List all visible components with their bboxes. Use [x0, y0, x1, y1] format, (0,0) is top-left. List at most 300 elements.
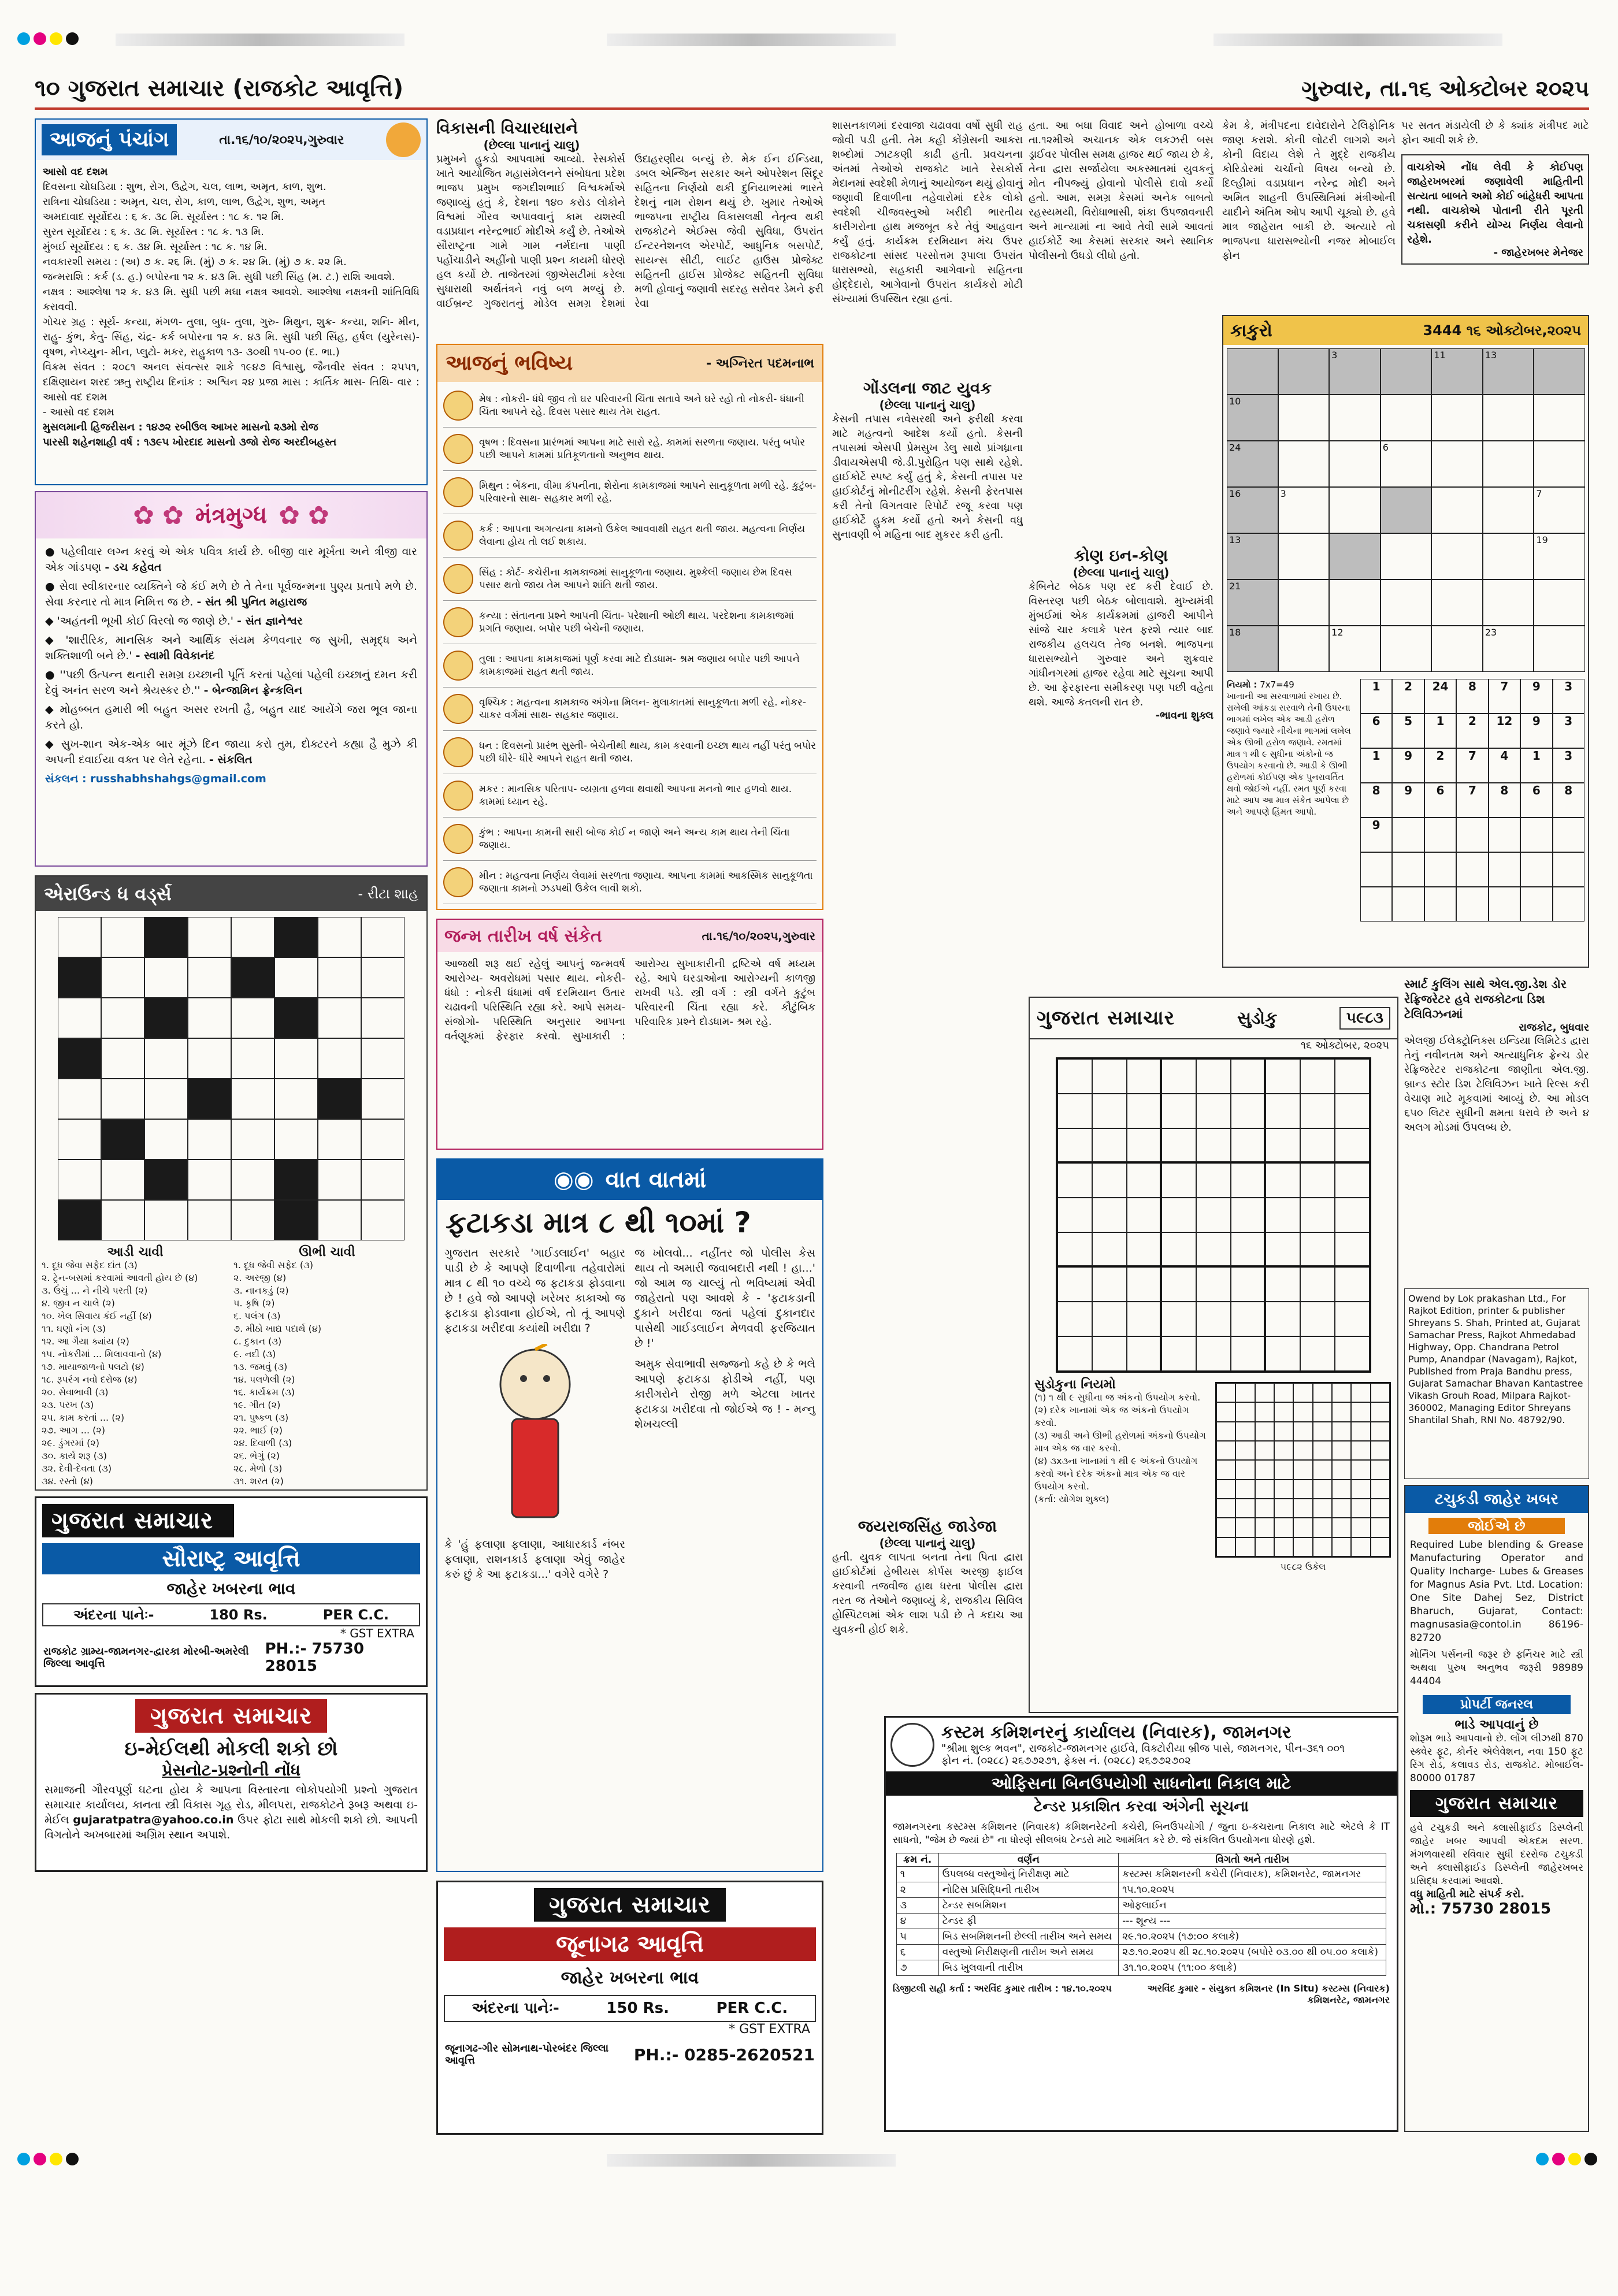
mart-body: મોર્નિંગ પર્સનની જરૂર છે ફર્નિચર માટે સ્ત્રી અથવા પુરુષ અનુભવ જરૂરી 98989 44404 — [1410, 1649, 1583, 1687]
unit: PER C.C. — [716, 2000, 788, 2017]
panchang-line: સુરત સૂર્યોદય : ૬ ક. ૩૮ મિ. સૂર્યાસ્ત : ૧૮ ક. ૧૩ મિ. — [43, 226, 264, 238]
yellow-dot — [50, 2153, 62, 2165]
crossword-cell[interactable] — [274, 1119, 318, 1160]
sudoku-cell[interactable] — [1057, 1302, 1092, 1336]
kakuro-answer-cell — [1392, 818, 1424, 852]
gondal-title: ગોંડલના જાટ યુવક — [863, 378, 992, 397]
email-ad-subtitle: પ્રેસનોટ-પ્રશ્નોની નોંધ — [162, 1760, 300, 1779]
kon-in-kon-article — [1029, 546, 1214, 991]
crossword-cell[interactable] — [188, 1038, 231, 1079]
kakuro-cell[interactable] — [1431, 626, 1483, 672]
panchang-line: જન્મરાશિ : કર્ક (ડ. હ.) બપોરના ૧૨ ક. ૪૩ મિ. સુધી પછી સિંહ (મ. ટ.) રાશિ આવશે. — [43, 271, 395, 283]
sudoku-cell[interactable] — [1335, 1267, 1370, 1302]
crossword-cell[interactable] — [58, 998, 101, 1038]
kakuro-answer-cell: 9 — [1520, 714, 1552, 748]
sudoku-cell[interactable] — [1196, 1128, 1231, 1163]
crossword-block — [231, 957, 274, 998]
zodiac-row — [443, 774, 817, 818]
sign-right: અરવિંદ કુમાર - સંયુક્ત કમિશનર (In Situ) કસ્ટમ્સ (નિવારક) કમિશનરેટ, જામનગર — [1147, 1983, 1390, 2005]
clue-across: ૧૦. ખેલ સિવાય કંઈ નહીં (૪) — [42, 1310, 152, 1321]
saurashtra-edition-ad — [35, 1496, 428, 1687]
sudoku-cell[interactable] — [1092, 1128, 1127, 1163]
sudoku-cell[interactable] — [1335, 1094, 1370, 1128]
kakuro-cell[interactable] — [1278, 579, 1330, 626]
disclaimer-author: - જાહેરખબર મેનેજર — [1493, 247, 1583, 259]
sudoku-rule: (૧) ૧ થી ૯ સુધીના જ અંકનો ઉપયોગ કરવો. — [1034, 1392, 1201, 1403]
sudoku-answer-cell — [1293, 1383, 1312, 1402]
price: 180 Rs. — [209, 1607, 268, 1623]
sudoku-cell[interactable] — [1127, 1267, 1161, 1302]
sudoku-cell[interactable] — [1300, 1336, 1335, 1371]
kakuro-cell[interactable] — [1483, 487, 1534, 533]
crossword-cell[interactable] — [101, 1079, 144, 1119]
sudoku-cell[interactable] — [1266, 1163, 1300, 1198]
yellow-dot — [50, 32, 62, 45]
rate-row — [42, 1603, 420, 1626]
zodiac-row — [443, 818, 817, 861]
kakuro-cell[interactable] — [1534, 579, 1585, 626]
kakuro-cell[interactable] — [1483, 533, 1534, 579]
sudoku-cell[interactable] — [1231, 1302, 1266, 1336]
sudoku-answer-cell — [1332, 1518, 1351, 1537]
kakuro-cell[interactable] — [1431, 487, 1483, 533]
crossword-cell[interactable] — [101, 1038, 144, 1079]
panchang-line: નવકારશી સમય : (અ) ૭ ક. ૨૬ મિ. (મું) ૭ ક. ૨૪ મિ. (મું) ૭ ક. ૨૨ મિ. — [43, 256, 347, 268]
crossword-cell[interactable] — [361, 1079, 404, 1119]
crossword-author: - રીટા શાહ — [358, 886, 418, 902]
sudoku-cell[interactable] — [1161, 1232, 1196, 1267]
kakuro-cell[interactable] — [1534, 395, 1585, 441]
kakuro-clue: 19 — [1536, 534, 1548, 545]
table-cell-detail: ૧૫.૧૦.૨૦૨૫ — [1119, 1882, 1386, 1898]
sudoku-cell[interactable] — [1196, 1302, 1231, 1336]
sudoku-cell[interactable] — [1057, 1232, 1092, 1267]
kakuro-cell[interactable] — [1534, 487, 1585, 533]
sudoku-cell[interactable] — [1161, 1163, 1196, 1198]
kakuro-clue-cell — [1329, 533, 1381, 579]
kakuro-answer-cell — [1553, 818, 1584, 852]
gst-note: * GST EXTRA — [340, 1626, 414, 1640]
sudoku-answer-cell — [1313, 1518, 1332, 1537]
bhavishya-box — [436, 344, 823, 910]
crossword-cell[interactable] — [144, 1200, 188, 1240]
kakuro-cell[interactable] — [1278, 487, 1330, 533]
sudoku-cell[interactable] — [1127, 1094, 1161, 1128]
crossword-cell[interactable] — [188, 998, 231, 1038]
kakuro-clue-cell — [1227, 395, 1278, 441]
sudoku-cell[interactable] — [1161, 1094, 1196, 1128]
kakuro-clue-cell — [1227, 579, 1278, 626]
kakuro-cell[interactable] — [1381, 395, 1432, 441]
ad-disclaimer — [1401, 154, 1589, 265]
gray-ramp — [607, 34, 896, 46]
sudoku-cell[interactable] — [1266, 1198, 1300, 1232]
sudoku-answer-cell — [1216, 1422, 1235, 1441]
clue-down: ૩. નાનકડું (૨) — [233, 1285, 289, 1296]
sudoku-cell[interactable] — [1161, 1267, 1196, 1302]
sudoku-cell[interactable] — [1127, 1059, 1161, 1094]
kakuro-rules — [1223, 675, 1357, 925]
sudoku-answer-cell — [1274, 1383, 1293, 1402]
clue-across: ૧૨. આ ગૈયા ક્યાંય (૨) — [42, 1336, 129, 1347]
sudoku-cell[interactable] — [1300, 1163, 1335, 1198]
sudoku-cell[interactable] — [1196, 1094, 1231, 1128]
sudoku-cell[interactable] — [1300, 1094, 1335, 1128]
sudoku-cell[interactable] — [1196, 1163, 1231, 1198]
crossword-cell[interactable] — [188, 957, 231, 998]
crossword-cell[interactable] — [101, 957, 144, 998]
kakuro-answer-cell: 9 — [1360, 818, 1392, 852]
sudoku-cell[interactable] — [1057, 1198, 1092, 1232]
vaat-col2: જ ખોલવો... નહીંતર જો પોલીસ કેસ થાય તો અમારી જવાબદારી નથી ! હા...' જો આમ જ ચાલ્યું તો ભવિષ્યમાં એવી જાહેરાતો પણ આવશે કે - 'ફટાકડાની દુકાને ખરીદવા જતાં પહેલાં દુકાનદાર પાસેથી ગાઈડલાઈન મેળવવી ફરજિયાત છે !' — [634, 1247, 815, 1350]
crossword-cell[interactable] — [101, 1160, 144, 1200]
crossword-cell[interactable] — [144, 1119, 188, 1160]
sudoku-cell[interactable] — [1196, 1267, 1231, 1302]
sudoku-cell[interactable] — [1161, 1302, 1196, 1336]
quote-author: - સંકલિત — [209, 753, 253, 766]
kakuro-answer-cell — [1489, 852, 1520, 887]
sudoku-answer-cell — [1293, 1402, 1312, 1421]
crossword-cell[interactable] — [144, 1079, 188, 1119]
sudoku-cell[interactable] — [1161, 1059, 1196, 1094]
tender-table — [896, 1853, 1387, 1976]
crossword-cell[interactable] — [318, 1119, 361, 1160]
down-label: ઊભી ચાવી — [299, 1245, 355, 1260]
crossword-cell[interactable] — [231, 998, 274, 1038]
kakuro-answer-cell — [1456, 818, 1488, 852]
rent-body: શોરૂમ ભાડે આપવાનો છે. લોંગ લીઝથી 870 સ્ક્વેર ફૂટ, કોર્નર એલેવેશન, નવા 150 ફૂટ રિંગ રોડ, કલાવડ રોડ, રાજકોટ. મોબાઈલ- 80000 01787 — [1410, 1733, 1583, 1784]
crossword-cell[interactable] — [361, 1119, 404, 1160]
clue-down: ૩૧. શરત (૨) — [233, 1476, 284, 1487]
sudoku-cell[interactable] — [1092, 1163, 1127, 1198]
crossword-cell[interactable] — [318, 917, 361, 957]
emblem-icon — [890, 1723, 934, 1767]
newspaper-logo: ગુજરાત સમાચાર — [42, 1504, 234, 1537]
sudoku-cell[interactable] — [1057, 1267, 1092, 1302]
gst-note: * GST EXTRA — [729, 2022, 810, 2037]
sudoku-answer-cell — [1255, 1518, 1274, 1537]
magenta-dot — [34, 32, 46, 45]
sudoku-cell[interactable] — [1127, 1198, 1161, 1232]
crossword-cell[interactable] — [188, 1119, 231, 1160]
zodiac-icon — [443, 824, 473, 854]
clue-down: ૨૪. દિવાળી (૩) — [233, 1437, 292, 1448]
edition-name: જૂનાગઢ આવૃત્તિ — [444, 1927, 816, 1961]
coverage: જૂનાગઢ-ગીર સોમનાથ-પોરબંદર જિલ્લા આવૃત્તિ — [445, 2042, 609, 2067]
kakuro-cell[interactable] — [1381, 579, 1432, 626]
crossword-cell[interactable] — [231, 1119, 274, 1160]
sudoku-cell[interactable] — [1335, 1232, 1370, 1267]
quote: ◆ 'શારીરિક, માનસિક અને આર્થિક સંયમ કેળવનાર જ સુખી, સમૃદ્ધ અને શક્તિશાળી બને છે.' - સ્વામી વિવેકાનંદ — [45, 634, 418, 662]
sudoku-cell[interactable] — [1300, 1128, 1335, 1163]
kakuro-cell[interactable] — [1431, 441, 1483, 487]
table-cell-detail: કસ્ટમ્સ કમિશનરની કચેરી (નિવારક), કમિશનરેટ, જામનગર — [1119, 1867, 1386, 1882]
crossword-cell[interactable] — [101, 917, 144, 957]
crossword-cell[interactable] — [318, 1038, 361, 1079]
kakuro-cell[interactable] — [1534, 441, 1585, 487]
sudoku-cell[interactable] — [1231, 1267, 1266, 1302]
zodiac-text: વૃષભ : દિવસના પ્રારંભમાં આપના માટે સારો રહે. કામમાં સરળતા જણાય. પરંતુ બપોર પછી આપને કામમાં પ્રતિકૂળતાનો અનુભવ થાય. — [479, 437, 806, 461]
kakuro-answer-cell: 6 — [1424, 783, 1456, 818]
sudoku-answer-cell — [1293, 1518, 1312, 1537]
sudoku-cell[interactable] — [1092, 1302, 1127, 1336]
crossword-cell[interactable] — [58, 1160, 101, 1200]
vaat-col3: કે 'હું ફલાણા ફલાણા, આધારકાર્ડ નંબર ફલાણા, રાશનકાર્ડ ફલાણા એવું જાહેર કરું છું કે આ ફટાકડા...' વગેરે વગેરે ? — [444, 1538, 625, 1581]
kakuro-cell[interactable] — [1278, 395, 1330, 441]
kakuro-answer-cell — [1392, 887, 1424, 922]
kakuro-answer-cell — [1456, 852, 1488, 887]
sudoku-cell[interactable] — [1161, 1336, 1196, 1371]
email-press-note-ad — [35, 1693, 428, 1872]
email-address[interactable]: gujaratpatra@yahoo.co.in — [73, 1814, 234, 1826]
table-cell-no: ૪ — [896, 1914, 938, 1929]
sudoku-cell[interactable] — [1335, 1163, 1370, 1198]
kakuro-clue: 3 — [1280, 488, 1286, 499]
clue-across: ૩૦. કાર્ય શરૂ (૩) — [42, 1450, 107, 1461]
top-right-text: પર સતત મંડાયેલી છે કે ક્યાંક મંત્રીપદ માટે ફોન આવી શકે છે. — [1401, 120, 1589, 146]
sudoku-cell[interactable] — [1127, 1336, 1161, 1371]
sudoku-answer-cell — [1332, 1383, 1351, 1402]
sudoku-cell[interactable] — [1300, 1059, 1335, 1094]
sudoku-answer-cell — [1255, 1402, 1274, 1421]
zodiac-text: ધન : દિવસનો પ્રારંભ સુસ્તી- બેચેનીથી થાય, કામ કરવાની ઇચ્છા થાય નહીં પરંતુ બપોર પછી ધીરે- ધીરે આપને રાહત થતી જાય. — [479, 740, 816, 764]
panchang-date: તા.૧૬/૧૦/૨૦૨૫,ગુરુવાર — [219, 132, 344, 147]
sudoku-answer-cell — [1332, 1480, 1351, 1499]
sudoku-cell[interactable] — [1057, 1059, 1092, 1094]
sudoku-cell[interactable] — [1196, 1232, 1231, 1267]
sudoku-answer-cell — [1371, 1518, 1390, 1537]
sudoku-answer-cell — [1235, 1460, 1255, 1479]
crossword-cell[interactable] — [361, 1038, 404, 1079]
kesini-col-c: હતા. આ બધા વિવાદ અને હોબાળા વચ્ચે તા.૧૨મીએ અચાનક એક લકઝરી બસ ડ્રાઈવર પોલીસ સમક્ષ હાજર થઈ જાય છે કે, તેના દ્વારા સર્જાયેલા અકસ્માતમાં યુવકનું મોત નીપજ્યું હોવાનો પોલીસે દાવો કર્યો હતો. આમ, સમગ્ર કેસમાં અનેક બાબતો રહસ્યમયી, વિરોધાભાસી, શંકા ઉપજાવનારી અને માન્યામાં ના આવે તેવી સામે આવતાં હાઈકોર્ટે આ કેસમાં સરકાર અને સ્થાનિક પોલીસનો ઉધડો લીધો હતો. — [1029, 120, 1214, 262]
kakuro-cell[interactable] — [1483, 441, 1534, 487]
kakuro-rules-text: ખાનાની આ સરવાળામાં રખાય છે. રાખેલી આંકડા સરવાળે તેની ઉપરના ભાગમાં લખેલ એક આડી હરોળ જણાવે જ્યારે નીચેના ભાગમાં લખેલ એક ઊભી હરોળ જણાવે. રમતમાં માત્ર ૧ થી ૯ સુધીના અંકોનો જ ઉપયોગ કરવાનો છે. આડી કે ઊભી હરોળમાં કોઈપણ એક પુનરાવર્તિત થવો જોઈએ નહીં. રમત પૂર્ણ કરવા માટે આપ આ માત્ર સંકેત આપેલા છે અને આપણે હિંમત આપો. — [1227, 691, 1351, 817]
table-cell-no: ૨ — [896, 1882, 938, 1898]
kakuro-answer-cell — [1456, 887, 1488, 922]
sudoku-cell[interactable] — [1231, 1059, 1266, 1094]
kakuro-clue: 13 — [1485, 350, 1497, 361]
kakuro-cell[interactable] — [1381, 441, 1432, 487]
crossword-cell[interactable] — [101, 1200, 144, 1240]
crossword-cell[interactable] — [361, 998, 404, 1038]
panchang-line: નક્ષત્ર : આશ્લેષા ૧૨ ક. ૪૩ મિ. સુધી પછી મઘા નક્ષત્ર આવશે. આશ્લેષા નક્ષત્રની શાંતિવિધિ કરાવવી. — [43, 286, 420, 313]
kakuro-answer-grid — [1360, 679, 1584, 922]
kakuro-cell[interactable] — [1329, 441, 1381, 487]
sudoku-cell[interactable] — [1127, 1302, 1161, 1336]
table-cell-detail: ૨૯.૧૦.૨૦૨૫ (૧૭:૦૦ કલાકે) — [1119, 1929, 1386, 1945]
firecracker-illustration — [472, 1344, 599, 1529]
sudoku-answer-cell — [1235, 1537, 1255, 1556]
kakuro-answer-cell: 1 — [1360, 679, 1392, 714]
sudoku-cell[interactable] — [1335, 1059, 1370, 1094]
sudoku-rule: (૩) આડી અને ઊભી હરોળમાં અંકનો ઉપયોગ માત્ર એક જ વાર કરવો. — [1034, 1430, 1206, 1454]
kakuro-cell[interactable] — [1431, 533, 1483, 579]
crossword-cell[interactable] — [231, 917, 274, 957]
zodiac-icon — [443, 651, 473, 681]
sudoku-answer-cell — [1371, 1402, 1390, 1421]
sudoku-answer-cell — [1274, 1460, 1293, 1479]
sudoku-cell[interactable] — [1127, 1128, 1161, 1163]
crossword-block — [101, 1119, 144, 1160]
crossword-cell[interactable] — [58, 1079, 101, 1119]
crossword-cell[interactable] — [231, 1079, 274, 1119]
crossword-cell[interactable] — [188, 917, 231, 957]
sudoku-answer-cell — [1351, 1499, 1370, 1518]
crossword-cell[interactable] — [274, 1038, 318, 1079]
sudoku-answer-cell — [1216, 1441, 1235, 1460]
sudoku-cell[interactable] — [1092, 1267, 1127, 1302]
kakuro-cell[interactable] — [1278, 626, 1330, 672]
sudoku-cell[interactable] — [1092, 1059, 1127, 1094]
sudoku-cell[interactable] — [1231, 1198, 1266, 1232]
crossword-cell[interactable] — [361, 1200, 404, 1240]
zodiac-text: મિથુન : બેંકના, વીમા કંપનીના, શેરોના કામકાજમાં આપને સાનુકૂળતા મળી રહે. કુટુંબ- પરિવારનો સાથ- સહકાર મળી રહે. — [479, 480, 817, 504]
gray-ramp — [116, 34, 404, 46]
sudoku-cell[interactable] — [1266, 1302, 1300, 1336]
crossword-block — [274, 998, 318, 1038]
kakuro-cell[interactable] — [1483, 395, 1534, 441]
sudoku-cell[interactable] — [1266, 1336, 1300, 1371]
kakuro-cell[interactable] — [1329, 579, 1381, 626]
kakuro-cell[interactable] — [1329, 395, 1381, 441]
sudoku-cell[interactable] — [1231, 1163, 1266, 1198]
kakuro-cell[interactable] — [1483, 579, 1534, 626]
sudoku-cell[interactable] — [1196, 1059, 1231, 1094]
want-title: જોઈએ છે — [1428, 1518, 1565, 1534]
crossword-cell[interactable] — [101, 998, 144, 1038]
crossword-cell[interactable] — [318, 998, 361, 1038]
sudoku-cell[interactable] — [1231, 1232, 1266, 1267]
clue-across: ૧૫. નોકરીમાં ... મિલાવવાનો (૪) — [42, 1348, 162, 1359]
sudoku-cell[interactable] — [1057, 1094, 1092, 1128]
table-cell-detail: --- શૂન્ય --- — [1119, 1914, 1386, 1929]
sudoku-cell[interactable] — [1300, 1267, 1335, 1302]
sudoku-cell[interactable] — [1300, 1232, 1335, 1267]
crossword-cell[interactable] — [58, 917, 101, 957]
zodiac-text: તુલા : આપના કામકાજમાં પૂર્ણ કરવા માટે દોડધામ- શ્રમ જણાય બપોર પછી આપને કામકાજમાં રાહત થતી જાય. — [479, 653, 800, 678]
crossword-cell[interactable] — [318, 1200, 361, 1240]
crossword-cell[interactable] — [231, 1160, 274, 1200]
kakuro-cell[interactable] — [1534, 533, 1585, 579]
sudoku-cell[interactable] — [1335, 1198, 1370, 1232]
sudoku-cell[interactable] — [1092, 1232, 1127, 1267]
sudoku-cell[interactable] — [1161, 1198, 1196, 1232]
sudoku-answer-cell — [1255, 1441, 1274, 1460]
crossword-cell[interactable] — [361, 917, 404, 957]
sudoku-cell[interactable] — [1196, 1198, 1231, 1232]
sudoku-cell[interactable] — [1335, 1128, 1370, 1163]
sudoku-cell[interactable] — [1057, 1128, 1092, 1163]
classified-title: ટચુકડી જાહેર ખબર — [1405, 1486, 1588, 1513]
sudoku-cell[interactable] — [1127, 1163, 1161, 1198]
panchang-line: આસો વદ દશમ — [43, 166, 108, 178]
table-cell-desc: ઉપલબ્ધ વસ્તુઓનું નિરીક્ષણ માટે — [938, 1867, 1118, 1882]
crossword-cell[interactable] — [274, 1079, 318, 1119]
crossword-cell[interactable] — [361, 957, 404, 998]
coverage: રાજકોટ ગ્રામ્ય-જામનગર-દ્વારકા મોરબી-અમરેલી જિલ્લા આવૃત્તિ — [43, 1645, 249, 1670]
kakuro-answer-cell — [1520, 852, 1552, 887]
sudoku-answer-cell — [1371, 1460, 1390, 1479]
crossword-cell[interactable] — [231, 1038, 274, 1079]
zodiac-text: કુંભ : આપના કામની સારી બોજ કોઈ ન જાણે અને અન્ય કામ થાય તેની ચિંતા જણાય. — [479, 827, 790, 851]
crossword-cell[interactable] — [274, 957, 318, 998]
zodiac-icon — [443, 737, 473, 767]
sudoku-cell[interactable] — [1300, 1302, 1335, 1336]
kakuro-cell[interactable] — [1329, 487, 1381, 533]
kakuro-cell[interactable] — [1431, 579, 1483, 626]
sudoku-cell[interactable] — [1266, 1094, 1300, 1128]
kakuro-cell[interactable] — [1278, 441, 1330, 487]
sudoku-cell[interactable] — [1092, 1094, 1127, 1128]
sudoku-cell[interactable] — [1266, 1232, 1300, 1267]
crossword-cell[interactable] — [188, 1200, 231, 1240]
clue-across: ૩૨. દેવી-દેવતા (૩) — [42, 1463, 112, 1474]
crossword-cell[interactable] — [231, 1200, 274, 1240]
kakuro-cell[interactable] — [1329, 626, 1381, 672]
kakuro-cell[interactable] — [1381, 626, 1432, 672]
kakuro-clue: 16 — [1229, 488, 1241, 499]
zodiac-text: કન્યા : સંતાનના પ્રશ્ને આપની ચિંતા- પરેશાની ઓછી થાય. પરદેશના કામકાજમાં પ્રગતિ જણાય. બપોર પછી બેચેની જણાય. — [479, 610, 794, 634]
crossword-cell[interactable] — [318, 1160, 361, 1200]
rent-title: ભાડે આપવાનું છે — [1454, 1718, 1539, 1732]
sudoku-cell[interactable] — [1057, 1336, 1092, 1371]
sudoku-cell[interactable] — [1266, 1128, 1300, 1163]
kakuro-cell[interactable] — [1278, 533, 1330, 579]
crossword-cell[interactable] — [58, 1119, 101, 1160]
crossword-cell[interactable] — [144, 1038, 188, 1079]
mantra-email: સંકલન : russhabhshahgs@gmail.com — [45, 772, 266, 785]
sudoku-cell[interactable] — [1300, 1198, 1335, 1232]
sudoku-cell[interactable] — [1266, 1267, 1300, 1302]
sudoku-cell[interactable] — [1196, 1336, 1231, 1371]
kakuro-answer-cell — [1392, 852, 1424, 887]
sudoku-cell[interactable] — [1231, 1094, 1266, 1128]
sudoku-cell[interactable] — [1092, 1198, 1127, 1232]
quote-text: સુખ-શાન એક-એક બાર મૂંઝે દિન જાયા કરો તુમ, દોક્ટરને કહ્યા હૈ મુઝે કી અપની દવાઈયા વક્ત પર લેતે રહેના. — [45, 738, 417, 766]
sudoku-cell[interactable] — [1335, 1302, 1370, 1336]
clue-across: ૨૭. આગ ... (૨) — [42, 1425, 106, 1436]
sudoku-cell[interactable] — [1092, 1336, 1127, 1371]
smart-title: સ્માર્ટ કુલિંગ સાથે એલ.જી.ડેશ ડોર રેફ્રિજરેટર હવે રાજકોટના ડિશ ટેલિવિઝનમાં — [1404, 977, 1567, 1021]
crossword-cell[interactable] — [144, 957, 188, 998]
sudoku-cell[interactable] — [1161, 1128, 1196, 1163]
kakuro-cell[interactable] — [1483, 626, 1534, 672]
crossword-cell[interactable] — [318, 957, 361, 998]
sudoku-cell[interactable] — [1231, 1128, 1266, 1163]
sudoku-cell[interactable] — [1335, 1336, 1370, 1371]
sudoku-answer-cell — [1216, 1383, 1235, 1402]
kakuro-answer-cell: 9 — [1392, 783, 1424, 818]
kakuro-answer-cell: 3 — [1553, 679, 1584, 714]
crossword-cell[interactable] — [361, 1160, 404, 1200]
crossword-block — [144, 917, 188, 957]
sudoku-cell[interactable] — [1057, 1163, 1092, 1198]
sudoku-cell[interactable] — [1127, 1232, 1161, 1267]
sudoku-cell[interactable] — [1231, 1336, 1266, 1371]
sudoku-answer-cell — [1313, 1480, 1332, 1499]
kakuro-answer-cell: 9 — [1520, 679, 1552, 714]
crossword-cell[interactable] — [188, 1160, 231, 1200]
sudoku-answer-cell — [1371, 1383, 1390, 1402]
clue-across: ૧૧. ઘણો નંગ (૩) — [42, 1323, 106, 1334]
kakuro-cell[interactable] — [1381, 533, 1432, 579]
kon-title: કોણ ઇન-કોણ — [1074, 546, 1168, 565]
kakuro-cell[interactable] — [1431, 395, 1483, 441]
sudoku-cell[interactable] — [1266, 1059, 1300, 1094]
crossword-block — [144, 1160, 188, 1200]
kakuro-cell[interactable] — [1534, 626, 1585, 672]
zodiac-icon — [443, 781, 473, 811]
